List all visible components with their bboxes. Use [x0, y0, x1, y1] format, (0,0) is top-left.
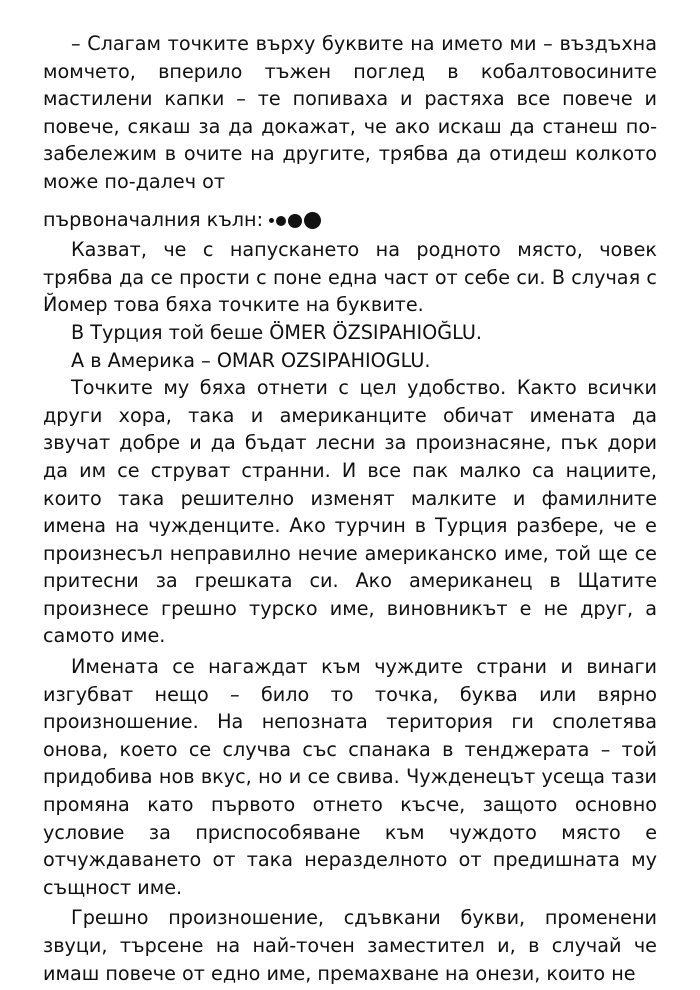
paragraph-4: А в Америка – OMAR OZSIPAHIOGLU.: [71, 348, 431, 372]
paragraph-1-trail-text: първоначалния кълн:: [43, 207, 264, 231]
paragraph-1-text: – Слагам точките върху буквите на името ми – въздъхна момчето, вперило тъжен поглед в кобалтовосините мастилени капки – те попиваха и растяха все повече и повече, сякаш за да докажат, че ако искаш да станеш по-забележим в очите на другите, трябва да отидеш колкото може по-далеч от: [43, 32, 657, 193]
paragraph-1-trail: [43, 206, 657, 234]
paragraph-2: Казват, че с напускането на родното място, човек трябва да се прости с поне една част от себе си. В случая с Йомер това бяха точките на буквите.: [43, 238, 657, 317]
paragraph-3: В Турция той беше ÖMER ÖZSIPAHIOĞLU.: [71, 320, 482, 344]
growing-ink-dots-icon: [269, 211, 321, 229]
book-page: [43, 30, 657, 987]
paragraph-6: Имената се нагаждат към чуждите страни и винаги изгубват нещо – било то точка, буква или вярно произношение. На непозната територия ги сполетява онова, което се случва със спанака в тенджерата – той придобива нов вкус, но и се свива. Чужденецът усеща тази промяна като първото отнето късче, защото основно условие за приспособяване към чуждото място е отчуждаването от така неразделното от предишната му същност име.: [43, 655, 657, 899]
paragraph-1: [43, 30, 657, 233]
paragraph-5: Точките му бяха отнети с цел удобство. Както всички други хора, така и американците обичат имената да звучат добре и да бъдат лесни за произнасяне, пък дори да им се струват странни. И все пак малко са нациите, които така решително изменят малките и фамилните имена на чужденците. Ако турчин в Турция разбере, че е произнесъл неправилно нечие американско име, той ще се притесни за грешката си. Ако американец в Щатите произнесе грешно турско име, виновникът е не друг, а самото име.: [43, 376, 657, 648]
paragraph-7: Грешно произношение, сдъвкани букви, променени звуци, търсене на най-точен заместител и, в случай че имаш повече от едно име, премахване на онези, които не: [43, 906, 657, 985]
